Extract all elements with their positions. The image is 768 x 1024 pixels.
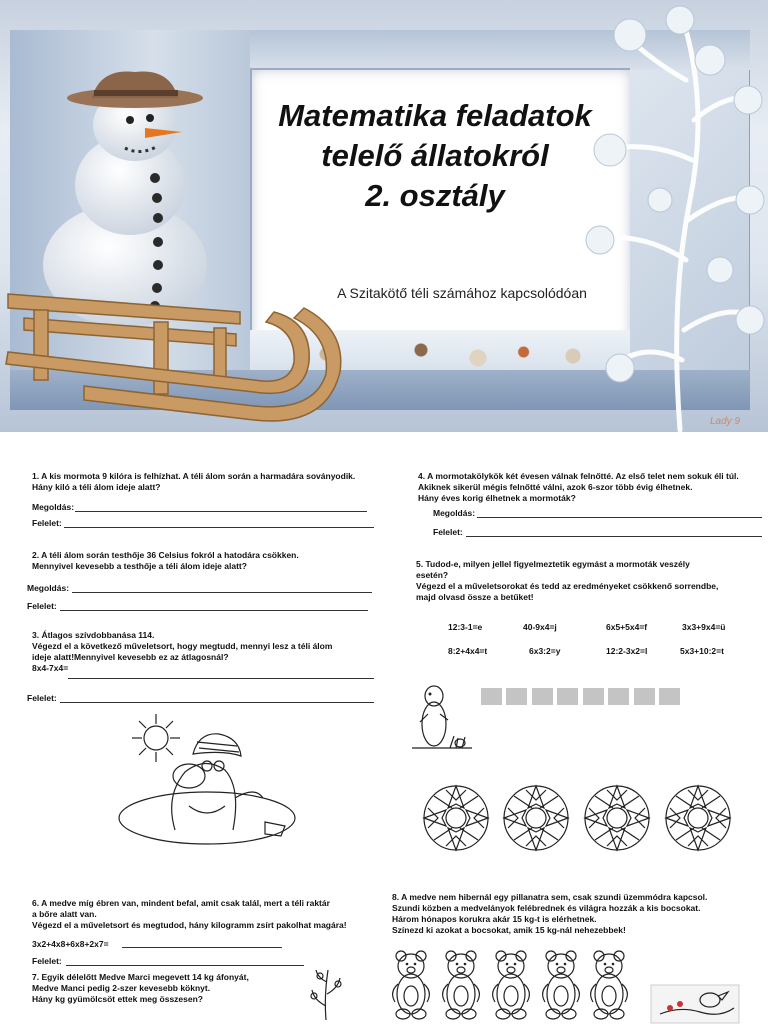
cover-title-line-1: Matematika feladatok bbox=[278, 98, 592, 133]
mandala-row bbox=[420, 783, 740, 853]
equation: 40-9x4=j bbox=[523, 622, 557, 632]
equation: 6x5+5x4=f bbox=[606, 622, 648, 632]
bear-cub-icon[interactable] bbox=[591, 951, 628, 1019]
task-3-line-3: ideje alatt!Mennyivel kevesebb ez az átlagosnál? bbox=[32, 652, 229, 662]
bear-cub-icon[interactable] bbox=[393, 951, 430, 1019]
task-2 bbox=[32, 550, 392, 572]
task-8 bbox=[392, 892, 762, 936]
task-5-line-3: Végezd el a műveletsorokat és tedd az eredményeket csökkenő sorrendbe, bbox=[416, 581, 719, 591]
task-8-line-3: Három hónapos korukra akár 15 kg-t is elérhetnek. bbox=[392, 914, 597, 924]
equation: 8:2+4x4=t bbox=[448, 646, 488, 656]
task-4-line-1: 4. A mormotakölykök két évesen válnak felnőtté. Az első telet nem sokuk éli túl. bbox=[418, 471, 739, 481]
task-4-line-3: Hány éves korig élhetnek a mormoták? bbox=[418, 493, 576, 503]
task-6 bbox=[32, 898, 387, 931]
task-7-line-3: Hány kg gyümölcsöt ettek meg összesen? bbox=[32, 994, 203, 1004]
equation: 12:2-3x2=l bbox=[606, 646, 648, 656]
task-1-solution-label: Megoldás: bbox=[32, 502, 75, 512]
task-4-answer-label: Felelet: bbox=[433, 527, 463, 537]
equation: 3x3+9x4=ü bbox=[682, 622, 726, 632]
task-3 bbox=[32, 630, 392, 674]
task-1-solution-line[interactable] bbox=[75, 511, 367, 512]
bear-cub-icon[interactable] bbox=[493, 951, 530, 1019]
frosted-branch bbox=[560, 0, 768, 432]
task-6-answer-label: Felelet: bbox=[32, 956, 62, 966]
marmot-drawing bbox=[410, 680, 475, 752]
task-1-line-2: Hány kiló a téli álom ideje alatt? bbox=[32, 482, 161, 492]
task-5 bbox=[416, 559, 761, 603]
task-7-line-1: 7. Egyik délelőtt Medve Marci megevett 14 kg áfonyát, bbox=[32, 972, 249, 982]
answer-box[interactable] bbox=[506, 688, 527, 705]
equation: 12:3-1=e bbox=[448, 622, 483, 632]
task-3-answer-label: Felelet: bbox=[27, 693, 57, 703]
task-2-solution-line[interactable] bbox=[72, 592, 372, 593]
task-4-answer-line[interactable] bbox=[466, 536, 762, 537]
task-7-line-2: Medve Manci pedig 2-szer kevesebb köknyt. bbox=[32, 983, 211, 993]
task-8-line-1: 8. A medve nem hibernál egy pillanatra sem, csak szundi üzemmódra kapcsol. bbox=[392, 892, 708, 902]
task-6-expression: 3x2+4x8+6x8+2x7= bbox=[32, 939, 109, 949]
sleeping-marmot-drawing bbox=[115, 726, 300, 850]
task-6-expression-line[interactable] bbox=[122, 947, 282, 948]
bear-cubs-row bbox=[385, 946, 635, 1022]
task-1 bbox=[32, 471, 392, 493]
task-3-answer-line[interactable] bbox=[60, 702, 374, 703]
bird-nest-drawing bbox=[650, 984, 740, 1024]
cover-subtitle: A Szitakötő téli számához kapcsolódóan bbox=[337, 285, 587, 301]
task-3-expression: 8x4-7x4= bbox=[32, 663, 69, 673]
task-6-line-2: a bőre alatt van. bbox=[32, 909, 97, 919]
task-4-solution-label: Megoldás: bbox=[433, 508, 476, 518]
answer-box[interactable] bbox=[481, 688, 502, 705]
task-1-answer-label: Felelet: bbox=[32, 518, 62, 528]
equation: 6x3:2=y bbox=[529, 646, 561, 656]
cover-banner bbox=[0, 0, 768, 432]
berry-sprig-icon bbox=[306, 966, 346, 1022]
task-2-line-2: Mennyivel kevesebb a testhője a téli álom ideje alatt? bbox=[32, 561, 247, 571]
sled-illustration bbox=[4, 282, 349, 430]
answer-box[interactable] bbox=[608, 688, 629, 705]
task-5-line-1: 5. Tudod-e, milyen jellel figyelmeztetik egymást a mormoták veszély bbox=[416, 559, 690, 569]
answer-box[interactable] bbox=[532, 688, 553, 705]
cover-title-line-2: telelő állatokról bbox=[321, 138, 549, 173]
mandala-icon[interactable] bbox=[666, 786, 730, 850]
task-3-work-line[interactable] bbox=[68, 678, 374, 679]
task-2-solution-label: Megoldás: bbox=[27, 583, 70, 593]
task-2-line-1: 2. A téli álom során testhője 36 Celsius fokról a hatodára csökken. bbox=[32, 550, 299, 560]
mandala-icon[interactable] bbox=[504, 786, 568, 850]
mandala-icon[interactable] bbox=[424, 786, 488, 850]
answer-box[interactable] bbox=[659, 688, 680, 705]
task-6-answer-line[interactable] bbox=[66, 965, 304, 966]
task-2-answer-line[interactable] bbox=[60, 610, 368, 611]
mandala-icon[interactable] bbox=[585, 786, 649, 850]
task-4-solution-line[interactable] bbox=[477, 517, 762, 518]
equation: 5x3+10:2=t bbox=[680, 646, 724, 656]
task-3-line-1: 3. Átlagos szívdobbanása 114. bbox=[32, 630, 155, 640]
bear-cub-icon[interactable] bbox=[543, 951, 580, 1019]
task-6-line-1: 6. A medve míg ébren van, mindent befal, amit csak talál, mert a téli raktár bbox=[32, 898, 330, 908]
answer-box[interactable] bbox=[583, 688, 604, 705]
task-5-line-2: esetén? bbox=[416, 570, 449, 580]
cover-title-line-3: 2. osztály bbox=[365, 178, 505, 213]
task-6-line-3: Végezd el a műveletsort és megtudod, hány kilogramm zsírt pakolhat magára! bbox=[32, 920, 347, 930]
task-8-line-4: Színezd ki azokat a bocsokat, amik 15 kg-nál nehezebbek! bbox=[392, 925, 626, 935]
task-1-line-1: 1. A kis mormota 9 kilóra is felhízhat. A téli álom során a harmadára soványodik. bbox=[32, 471, 356, 481]
task-1-answer-line[interactable] bbox=[64, 527, 374, 528]
task-4-line-2: Akiknek sikerül mégis felnőtté válni, azok 6-szor több évig élhetnek. bbox=[418, 482, 693, 492]
task-5-line-4: majd olvasd össze a betűket! bbox=[416, 592, 534, 602]
task-3-line-2: Végezd el a következő műveletsort, hogy megtudd, mennyi lesz a téli álom bbox=[32, 641, 333, 651]
answer-box[interactable] bbox=[557, 688, 578, 705]
signature: Lady 9 bbox=[710, 416, 741, 427]
bear-cub-icon[interactable] bbox=[443, 951, 480, 1019]
answer-box[interactable] bbox=[634, 688, 655, 705]
task-7 bbox=[32, 972, 322, 1005]
task-2-answer-label: Felelet: bbox=[27, 601, 57, 611]
task-4 bbox=[418, 471, 758, 504]
task-8-line-2: Szundi közben a medvelányok felébrednek és világra hozzák a kis bocsokat. bbox=[392, 903, 701, 913]
